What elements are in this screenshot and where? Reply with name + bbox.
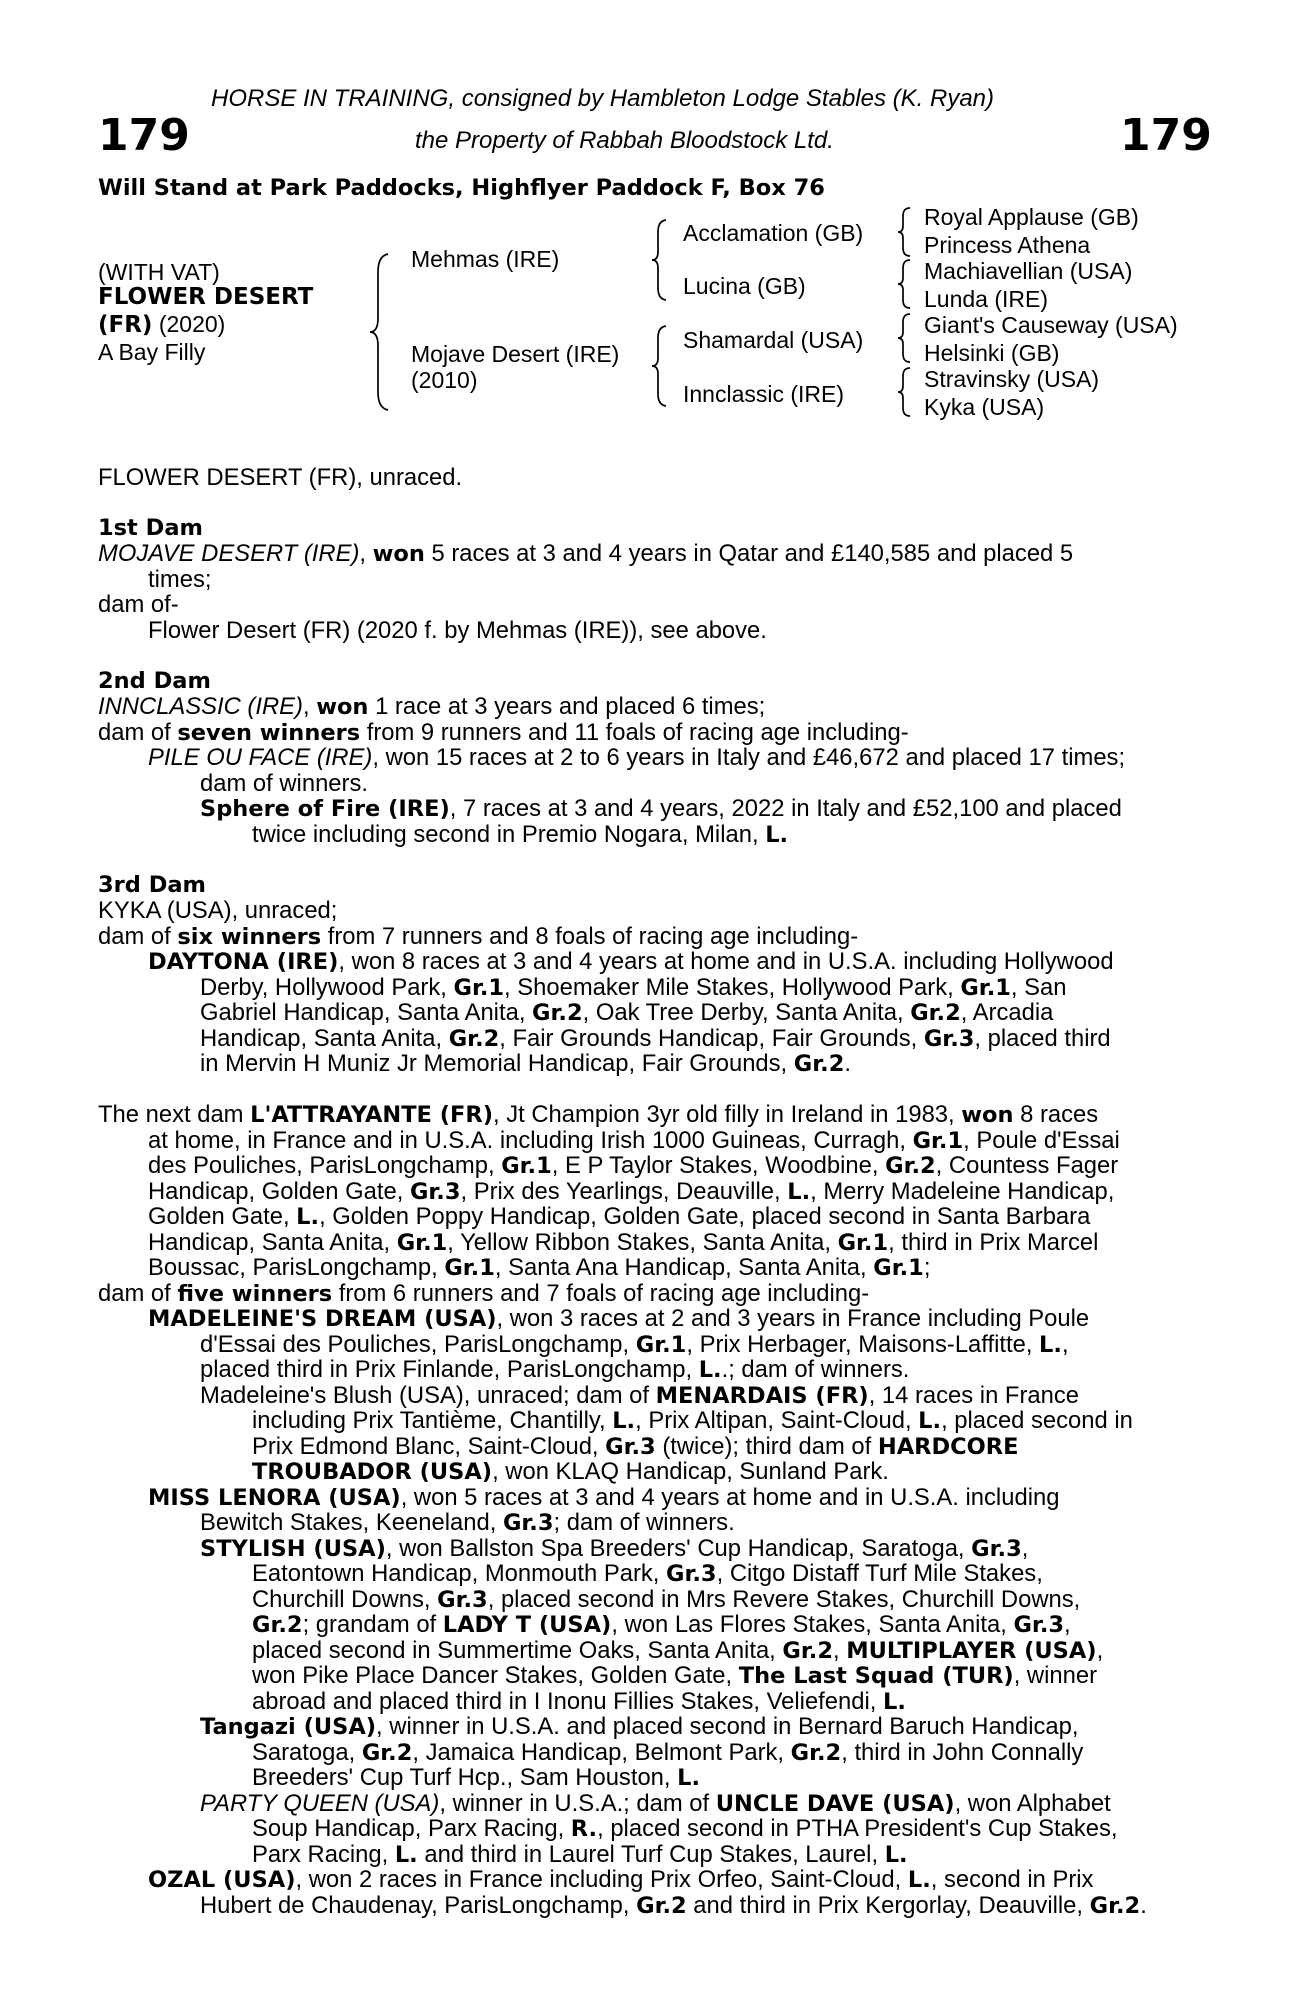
t: Gr.1 [444,1255,495,1281]
md-line1 [148,1306,1204,1333]
t: at home, in France and in U.S.A. including Irish 1000 Guineas, Curragh, [148,1127,913,1154]
st-line2 [252,1561,1043,1588]
brace-gp2 [896,258,914,310]
t: , winner in U.S.A.; dam of [439,1790,716,1817]
t: L. [907,1867,931,1893]
t: , second in Prix [930,1866,1094,1893]
tg-line2 [252,1740,1083,1767]
t: , 14 races in France [868,1382,1079,1409]
pile-ou-face-line [148,745,1204,771]
mb-line2 [252,1408,1133,1435]
t: (twice); third dam of [655,1433,878,1460]
t: . [1140,1892,1147,1919]
t: Gr.3 [502,1510,554,1536]
t: , Merry Madeleine Handicap, [810,1178,1115,1205]
t: L. [1039,1332,1062,1358]
brace-main [368,252,392,412]
t: des Pouliches, ParisLongchamp, [148,1152,502,1179]
stand-line: Will Stand at Park Paddocks, Highflyer Paddock F, Box 76 [98,175,825,201]
t: .; dam of winners. [721,1356,910,1383]
ml-line1 [148,1485,1204,1512]
menardais-name: MENARDAIS (FR) [655,1383,869,1409]
t: L. [296,1204,320,1230]
t: Gr.2 [532,1000,583,1026]
t: , E P Taylor Stakes, Woodbine, [551,1152,886,1179]
t: , won 2 races in France including Prix Orfeo, Saint-Cloud, [295,1866,908,1893]
t: , won KLAQ Handicap, Sunland Park. [492,1458,889,1485]
ggp-8: Kyka (USA) [924,394,1045,420]
t: Gr.1 [873,1255,924,1281]
t: dam of [98,1280,178,1307]
t: Gr.3 [409,1179,461,1205]
first-dam-name: MOJAVE DESERT (IRE) [98,540,360,567]
pq-line2 [252,1816,1118,1843]
t: Bewitch Stakes, Keeneland, [200,1509,503,1536]
t: Handicap, Santa Anita, [200,1025,449,1052]
daytona-line2 [200,975,1204,1002]
md-line2 [200,1332,1204,1359]
next-dam-line4 [148,1179,1204,1206]
t: Gr.1 [635,1332,687,1358]
t: , 7 races at 3 and 4 years, 2022 in Italy and £52,100 and placed [449,795,1122,822]
t: Gr.1 [912,1128,964,1154]
t: Breeders' Cup Turf Hcp., Sam Houston, [252,1764,678,1791]
t: Churchill Downs, [252,1586,438,1613]
t: , Poule d'Essai [963,1127,1120,1154]
t: , placed second in Mrs Revere Stakes, Churchill Downs, [487,1586,1081,1613]
t: L. [394,1842,418,1868]
t: , [1021,1535,1029,1562]
brace-gp4 [896,366,914,418]
t: , Oak Tree Derby, Santa Anita, [582,999,911,1026]
second-dam-line1: INNCLASSIC (IRE), won 1 race at 3 years and placed 6 times; [98,693,766,720]
t: won Pike Place Dancer Stakes, Golden Gate, [252,1662,739,1689]
t: Gr.3 [971,1536,1022,1562]
brace-sire [650,218,670,302]
tg-line1 [200,1714,1204,1741]
next-dam-line5 [148,1204,1204,1231]
lot-number-left: 179 [98,110,190,161]
ggp-7: Stravinsky (USA) [924,366,1100,392]
t: R. [570,1816,598,1842]
t: Gabriel Handicap, Santa Anita, [200,999,533,1026]
madeleines-dream-name: MADELEINE'S DREAM (USA) [148,1306,497,1332]
t: , Countess Fager [935,1152,1119,1179]
ggp-2: Princess Athena [924,232,1091,258]
t: , won 5 races at 3 and 4 years at home and in U.S.A. including [400,1484,1060,1511]
first-dam-record: 5 races at 3 and 4 years in Qatar and £140,585 and placed 5 [424,540,1074,567]
t: Gr.2 [790,1740,842,1766]
t: Gr.3 [666,1561,717,1587]
oz-line1 [148,1867,1204,1894]
t: Gr.1 [453,975,505,1001]
ggp-4: Lunda (IRE) [924,286,1049,312]
mb-line3 [252,1434,1018,1461]
third-dam-heading: 3rd Dam [98,872,206,898]
horse-description: A Bay Filly [98,339,206,365]
brace-dam [650,324,670,408]
t: Gr.2 [448,1026,500,1052]
sire: Mehmas (IRE) [411,246,560,272]
t: , Jamaica Handicap, Belmont Park, [412,1739,791,1766]
t: dam of [98,923,178,950]
t: , won 8 races at 3 and 4 years at home and in U.S.A. including Hollywood [338,948,1114,975]
t: Saratoga, [252,1739,362,1766]
t: Madeleine's Blush (USA), unraced; dam of [200,1382,656,1409]
t: Hubert de Chaudenay, ParisLongchamp, [200,1892,637,1919]
lady-t-name: LADY T (USA) [442,1612,612,1638]
t: , [832,1637,847,1664]
troubador-name: TROUBADOR (USA) [252,1459,493,1485]
t: dam of [98,719,178,746]
t: placed third in Prix Finlande, ParisLongchamp, [200,1356,699,1383]
st-line4 [252,1612,1071,1639]
ggp-5: Giant's Causeway (USA) [924,312,1178,338]
horse-name: FLOWER DESERT [98,284,314,310]
sphere-name: Sphere of Fire (IRE) [200,796,450,822]
t: Gr.3 [923,1026,975,1052]
daytona-line5 [200,1051,1204,1078]
property-line: the Property of Rabbah Bloodstock Ltd. [415,127,834,154]
t: Gr.2 [1089,1893,1141,1919]
last-squad-name: The Last Squad (TUR) [738,1663,1014,1689]
t: Gr.1 [501,1153,552,1179]
tg-line3 [252,1765,700,1792]
consignment-line: HORSE IN TRAINING, consigned by Hambleton Lodge Stables (K. Ryan) [211,85,994,112]
t: , won Ballston Spa Breeders' Cup Handicap, Saratoga, [385,1535,972,1562]
next-dam-line6 [148,1230,1204,1257]
sire-sire: Acclamation (GB) [683,220,864,246]
t: , Santa Ana Handicap, Santa Anita, [494,1254,874,1281]
t: , placed third [974,1025,1111,1052]
t: in Mervin H Muniz Jr Memorial Handicap, Fair Grounds, [200,1050,794,1077]
t: L. [677,1765,701,1791]
t: , Yellow Ribbon Stakes, Santa Anita, [447,1229,838,1256]
st-line1 [200,1536,1204,1563]
t: placed second in Summertime Oaks, Santa Anita, [252,1637,783,1664]
t: abroad and placed third in I Inonu Fillies Stakes, Veliefendi, [252,1688,884,1715]
t: Gr.1 [960,975,1011,1001]
t: , Prix Herbager, Maisons-Laffitte, [686,1331,1040,1358]
t: , won 3 races at 2 and 3 years in France including Poule [496,1305,1090,1332]
next-dam-name: L'ATTRAYANTE (FR) [250,1102,494,1128]
t: , placed second in PTHA President's Cup Stakes, [597,1815,1118,1842]
t: , Fair Grounds Handicap, Fair Grounds, [499,1025,924,1052]
second-dam-dam-of [98,720,1204,747]
t: Boussac, ParisLongchamp, [148,1254,445,1281]
t: L. [918,1408,942,1434]
t: Gr.2 [636,1893,687,1919]
sphere-line1 [200,796,1204,823]
pile-ou-face-dam: dam of winners. [200,770,368,797]
t: Gr.2 [361,1740,413,1766]
t: L. [698,1357,722,1383]
first-dam-line1: MOJAVE DESERT (IRE), won 5 races at 3 and 4 years in Qatar and £140,585 and placed 5 [98,540,1074,567]
t: from 7 runners and 8 foals of racing age including- [321,923,859,950]
second-dam-name: INNCLASSIC (IRE) [98,693,303,720]
t: . [844,1050,851,1077]
party-queen-name: PARTY QUEEN (USA) [200,1790,440,1817]
sire-dam: Lucina (GB) [683,273,806,299]
mb-line1 [200,1383,1204,1410]
multiplayer-name: MULTIPLAYER (USA) [846,1638,1097,1664]
dam-year: (2010) [411,367,478,393]
t: Golden Gate, [148,1203,297,1230]
t: 8 races [1013,1101,1099,1128]
ggp-1: Royal Applause (GB) [924,204,1139,230]
third-dam-dam-of [98,924,1204,951]
t: , placed second in [941,1407,1133,1434]
t: Prix Edmond Blanc, Saint-Cloud, [252,1433,606,1460]
t: and third in Prix Kergorlay, Deauville, [686,1892,1090,1919]
t: Soup Handicap, Parx Racing, [252,1815,571,1842]
next-dam-line3 [148,1153,1204,1180]
first-dam-won: won [372,541,425,567]
second-dam-winners: seven winners [177,720,361,746]
first-dam-heading: 1st Dam [98,515,203,541]
first-dam-dam-of: dam of- [98,591,179,618]
daytona-line1 [148,949,1204,976]
t: Gr.3 [437,1587,488,1613]
daytona-line4 [200,1026,1204,1053]
t: , Arcadia [960,999,1054,1026]
miss-lenora-name: MISS LENORA (USA) [148,1485,401,1511]
horse-country-year [98,311,225,338]
t: Derby, Hollywood Park, [200,974,454,1001]
t: , Shoemaker Mile Stakes, Hollywood Park, [504,974,961,1001]
next-dam-dam-of [98,1281,1204,1308]
t: , [1064,1611,1071,1638]
daytona-name: DAYTONA (IRE) [148,949,339,975]
second-dam-record: 1 race at 3 years and placed 6 times; [368,693,766,720]
t: The next dam [98,1101,251,1128]
t: , third in John Connally [841,1739,1084,1766]
t: Gr.2 [793,1051,845,1077]
t: Gr.2 [782,1638,833,1664]
t: , Golden Poppy Handicap, Golden Gate, placed second in Santa Barbara [319,1203,1091,1230]
t: , winner in U.S.A. and placed second in Bernard Baruch Handicap, [376,1713,1079,1740]
stylish-name: STYLISH (USA) [200,1536,386,1562]
lot-number-right: 179 [1120,110,1212,161]
t: , won Alphabet [954,1790,1111,1817]
t: including Prix Tantième, Chantilly, [252,1407,613,1434]
t: , won Las Flores Stakes, Santa Anita, [611,1611,1014,1638]
next-dam-line2 [148,1128,1204,1155]
t: ; dam of winners. [553,1509,735,1536]
t: won [961,1102,1014,1128]
ozal-name: OZAL (USA) [148,1867,296,1893]
next-dam-line1 [98,1102,1204,1129]
t: ; [923,1254,931,1281]
hardcore-name: HARDCORE [877,1434,1019,1460]
t: , [1061,1331,1069,1358]
st-line6 [252,1663,1097,1690]
t: , winner [1013,1662,1098,1689]
t: , won 15 races at 2 to 6 years in Italy and £46,672 and placed 17 times; [372,744,1126,771]
third-dam-line1: KYKA (USA), unraced; [98,897,338,924]
ml-line2 [200,1510,1204,1537]
t: Gr.2 [885,1153,936,1179]
t: , Citgo Distaff Turf Mile Stakes, [716,1560,1043,1587]
daytona-line3 [200,1000,1204,1027]
t: Handicap, Santa Anita, [148,1229,397,1256]
tangazi-name: Tangazi (USA) [200,1714,377,1740]
brace-gp3 [896,312,914,364]
st-line5 [252,1638,1103,1665]
second-dam-heading: 2nd Dam [98,668,211,694]
t: Handicap, Golden Gate, [148,1178,410,1205]
st-line3 [252,1587,1080,1614]
t: L. [883,1689,906,1715]
first-dam-line2: times; [148,566,212,593]
dam: Mojave Desert (IRE) [411,341,620,367]
t: twice including second in Premio Nogara, Milan, [252,821,766,848]
t: Gr.3 [1013,1612,1065,1638]
t: Parx Racing, [252,1841,395,1868]
t: Gr.1 [396,1230,448,1256]
t: L. [612,1408,636,1434]
t: Gr.3 [605,1434,656,1460]
sphere-line2 [252,822,788,849]
dam-dam: Innclassic (IRE) [683,381,845,407]
uncle-dave-name: UNCLE DAVE (USA) [715,1791,955,1817]
ggp-6: Helsinki (GB) [924,340,1060,366]
brace-gp1 [896,206,914,258]
t: and third in Laurel Turf Cup Stakes, Laurel, [417,1841,885,1868]
t: d'Essai des Pouliches, ParisLongchamp, [200,1331,636,1358]
first-dam-produce: Flower Desert (FR) (2020 f. by Mehmas (IRE)), see above. [148,617,767,644]
t: , San [1010,974,1067,1001]
next-dam-winners: five winners [177,1281,333,1307]
next-dam-line7 [148,1255,1204,1282]
t: , Jt Champion 3yr old filly in Ireland in 1983, [493,1101,962,1128]
pq-line1 [200,1791,1204,1818]
t: L. [884,1842,908,1868]
t: Gr.2 [910,1000,961,1026]
pq-line3 [252,1842,908,1869]
t: L. [765,822,789,848]
t: ; grandam of [302,1611,443,1638]
t: Gr.1 [837,1230,889,1256]
t: , Prix Altipan, Saint-Cloud, [635,1407,919,1434]
mb-line4 [252,1459,889,1486]
t: , third in Prix Marcel [888,1229,1099,1256]
intro-line: FLOWER DESERT (FR), unraced. [98,464,463,491]
t: Eatontown Handicap, Monmouth Park, [252,1560,667,1587]
t: from 9 runners and 11 foals of racing age including- [360,719,909,746]
horse-year: (2020) [158,311,226,337]
t: Gr.2 [252,1612,303,1638]
vat-label: (WITH VAT) [98,259,220,285]
t: , [1096,1637,1104,1664]
pile-ou-face-name: PILE OU FACE (IRE) [148,744,373,771]
t: , Prix des Yearlings, Deauville, [460,1178,788,1205]
md-line3 [200,1357,1204,1384]
t: from 6 runners and 7 foals of racing age including- [332,1280,870,1307]
dam-sire: Shamardal (USA) [683,327,864,353]
third-dam-winners: six winners [177,924,322,950]
horse-country: (FR) [98,312,153,338]
st-line7 [252,1689,906,1716]
t: L. [787,1179,811,1205]
ggp-3: Machiavellian (USA) [924,258,1133,284]
second-dam-won: won [316,694,369,720]
oz-line2 [200,1893,1204,1920]
